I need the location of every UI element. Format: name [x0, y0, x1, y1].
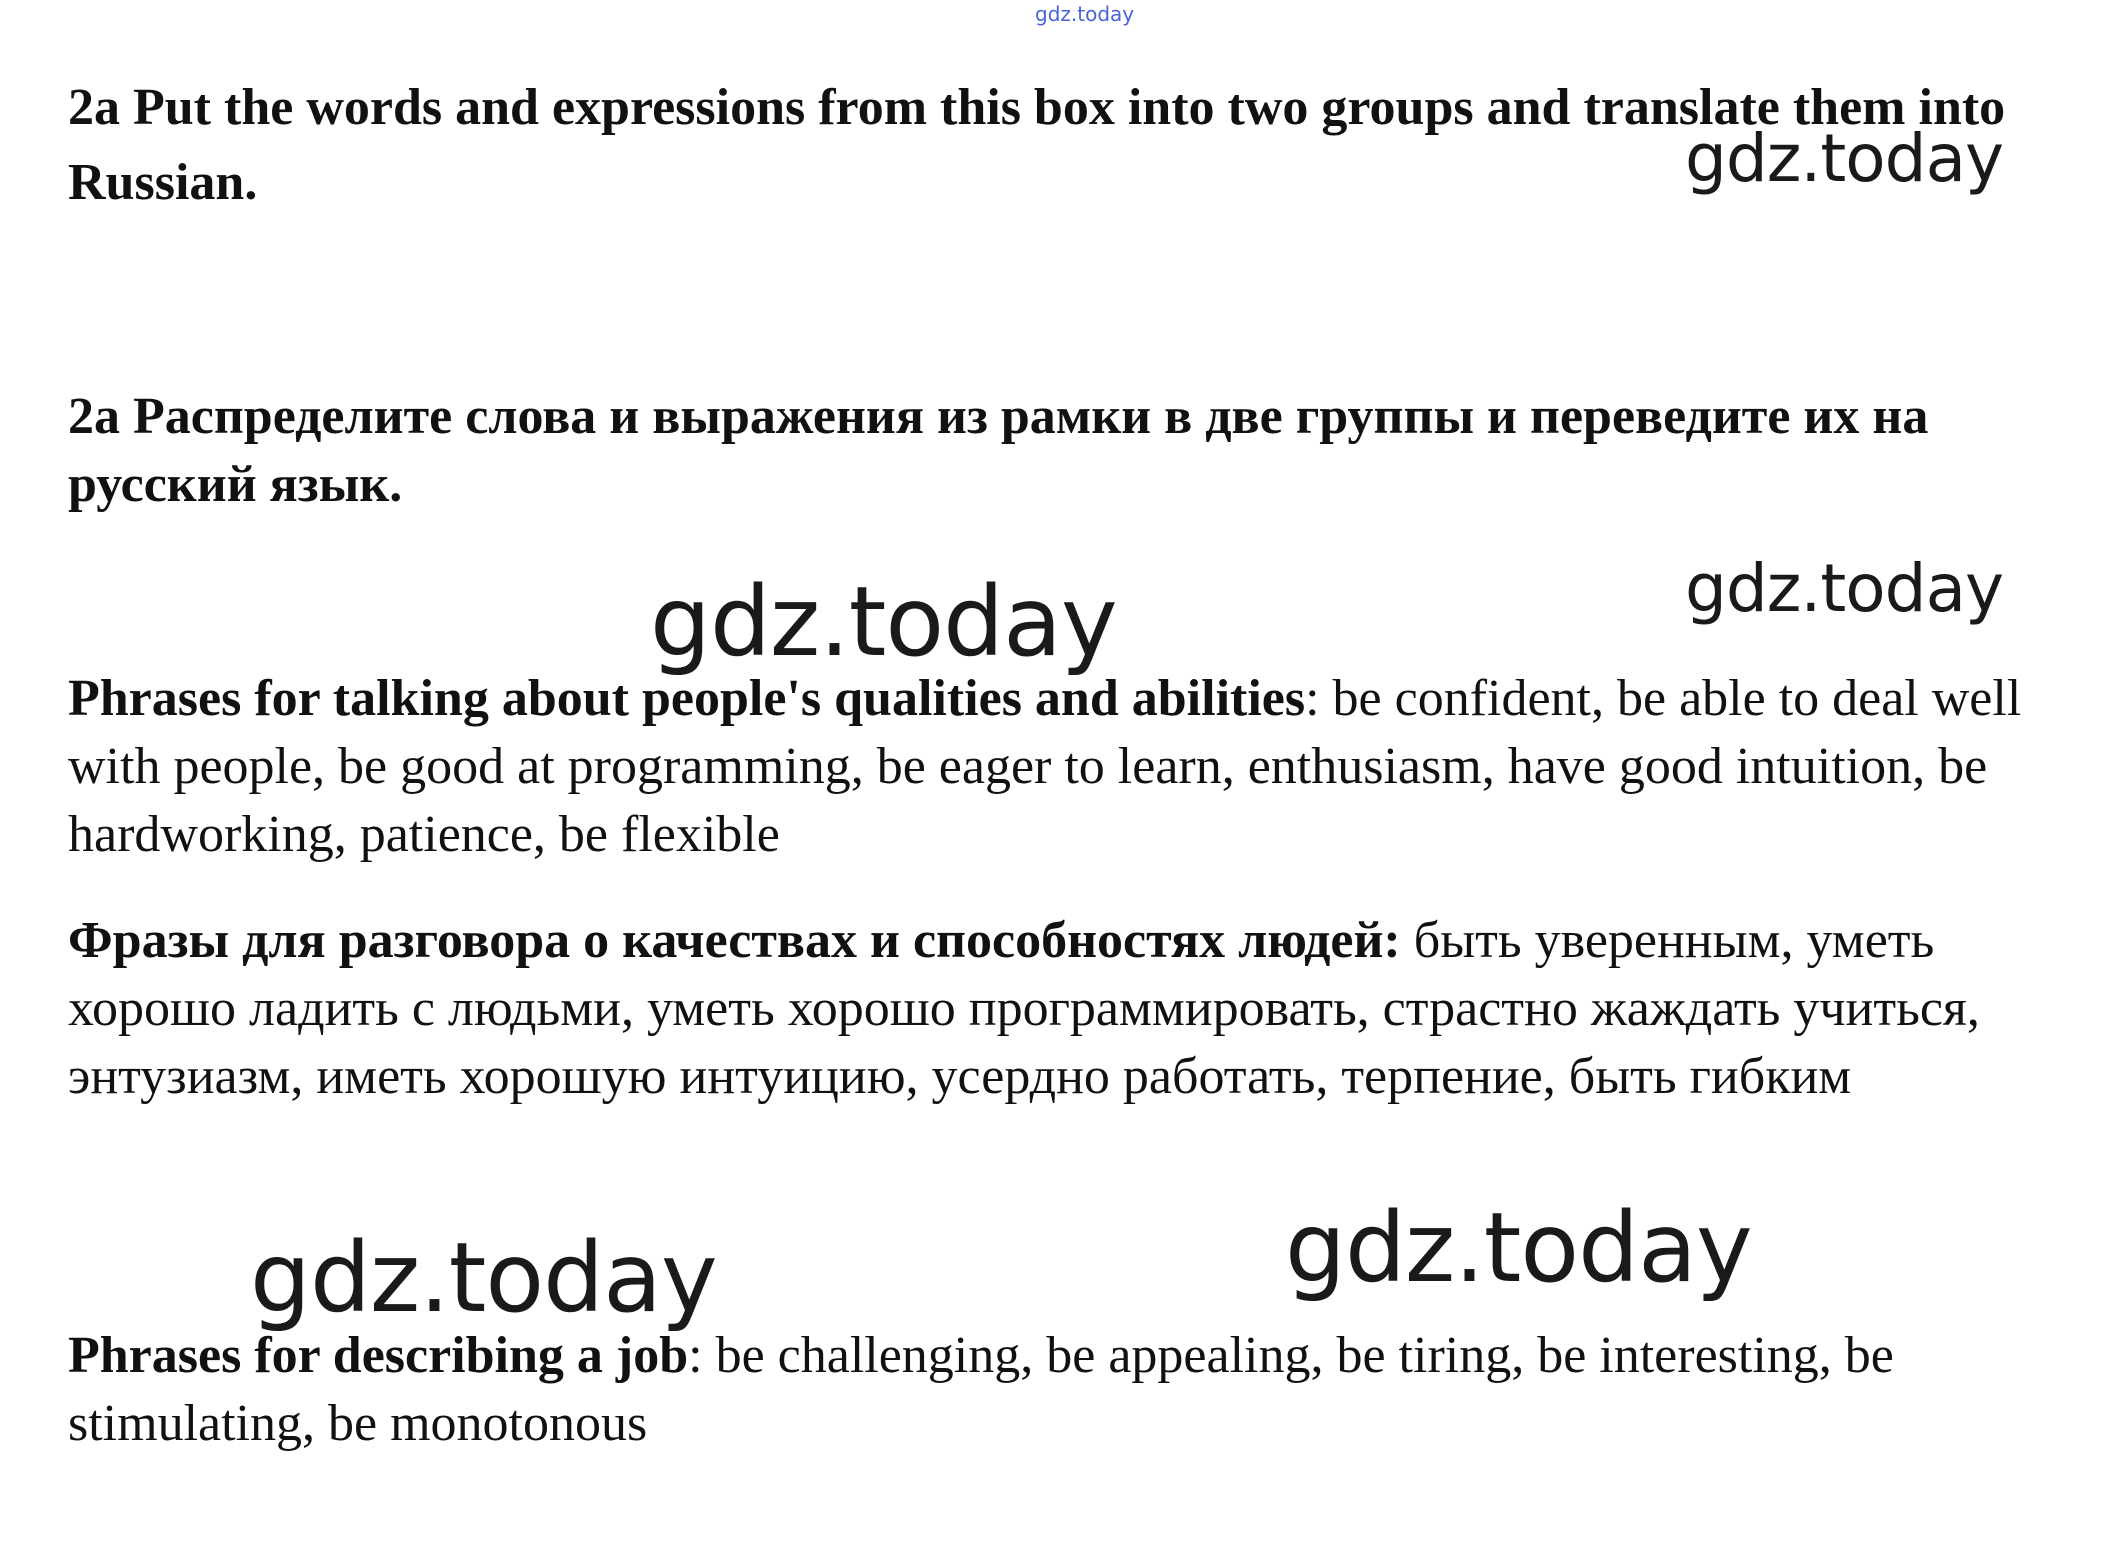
- qualities-phrases-en: [68, 665, 2048, 869]
- paragraph-body: быть уверенным, уметь хорошо ладить с людьми, уметь хорошо программировать, страстно жаждать учиться, энтузиазм, иметь хорошую интуицию, усердно работать, терпение, быть гибким: [68, 912, 1980, 1105]
- site-mark: gdz.today: [1035, 2, 1135, 26]
- task-english: 2a Put the words and expressions from this box into two groups and translate them into Russian.: [68, 79, 2006, 211]
- paragraph-lead: Фразы для разговора о качествах и способностях людей:: [68, 912, 1401, 969]
- job-phrases-en: [68, 1322, 2048, 1458]
- paragraph-lead: Phrases for describing a job: [68, 1327, 689, 1384]
- watermark: gdz.today: [650, 566, 1117, 678]
- watermark: gdz.today: [250, 1222, 717, 1334]
- paragraph-body: : be confident, be able to deal well with people, be good at programming, be eager to learn, enthusiasm, have good intuition, be hardworking, patience, be flexible: [68, 670, 2022, 863]
- watermark: gdz.today: [1685, 120, 2004, 197]
- paragraph-lead: Phrases for talking about people's qualities and abilities: [68, 670, 1306, 727]
- watermark: gdz.today: [1685, 550, 2004, 627]
- qualities-phrases-ru: [68, 907, 2048, 1111]
- task-russian: 2a Распределите слова и выражения из рамки в две группы и переведите их на русский язык.: [68, 388, 1929, 513]
- paragraph-body: : be challenging, be appealing, be tiring, be interesting, be stimulating, be monotonous: [68, 1327, 1894, 1452]
- watermark: gdz.today: [1285, 1192, 1752, 1304]
